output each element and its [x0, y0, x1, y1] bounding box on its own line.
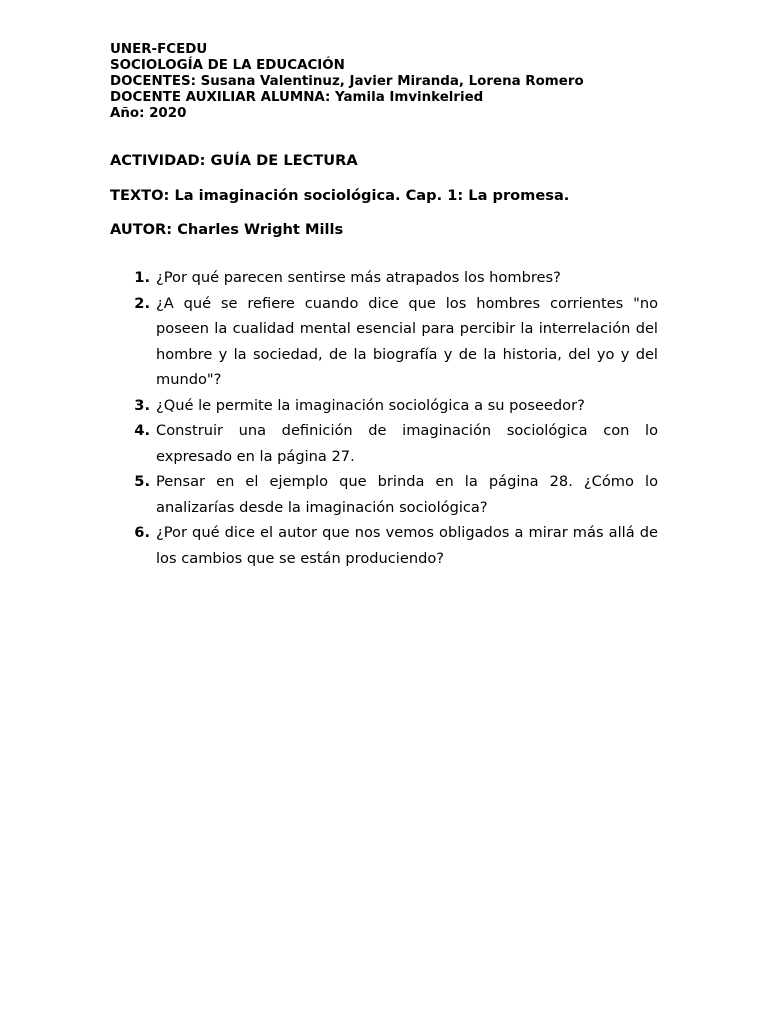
question-text: ¿Qué le permite la imaginación sociológica a su poseedor?	[156, 396, 585, 414]
question-item	[110, 291, 658, 393]
question-number: 5.	[134, 473, 150, 490]
question-number: 4.	[134, 422, 150, 439]
year-line: Año: 2020	[110, 106, 187, 121]
teachers-line: DOCENTES: Susana Valentinuz, Javier Miranda, Lorena Romero	[110, 74, 584, 89]
question-item	[110, 418, 658, 469]
question-text: ¿A qué se refiere cuando dice que los hombres corrientes "no poseen la cualidad mental esencial para percibir la interrelación del hombre y la sociedad, de la biografía y de la historia, del yo y del mundo"?	[156, 294, 658, 388]
assistant-line: DOCENTE AUXILIAR ALUMNA: Yamila Imvinkelried	[110, 90, 484, 105]
question-item	[110, 393, 658, 419]
question-item	[110, 520, 658, 571]
question-item	[110, 265, 658, 291]
question-text: Pensar en el ejemplo que brinda en la página 28. ¿Cómo lo analizarías desde la imaginación sociológica?	[156, 473, 658, 516]
subject-line: SOCIOLOGÍA DE LA EDUCACIÓN	[110, 58, 345, 73]
text-reference-heading: TEXTO: La imaginación sociológica. Cap. 1: La promesa.	[110, 187, 570, 204]
activity-heading: ACTIVIDAD: GUÍA DE LECTURA	[110, 152, 358, 169]
institution-line: UNER-FCEDU	[110, 42, 208, 57]
question-text: Construir una definición de imaginación sociológica con lo expresado en la página 27.	[156, 422, 658, 465]
document-header	[110, 42, 584, 122]
author-heading: AUTOR: Charles Wright Mills	[110, 221, 344, 238]
question-number: 3.	[134, 396, 150, 414]
question-number: 6.	[134, 524, 150, 541]
question-item	[110, 469, 658, 520]
question-text: ¿Por qué parecen sentirse más atrapados los hombres?	[156, 269, 561, 286]
question-number: 2.	[134, 294, 150, 312]
question-text: ¿Por qué dice el autor que nos vemos obligados a mirar más allá de los cambios que se están produciendo?	[156, 524, 658, 567]
question-number: 1.	[134, 269, 150, 286]
question-list	[110, 265, 658, 571]
